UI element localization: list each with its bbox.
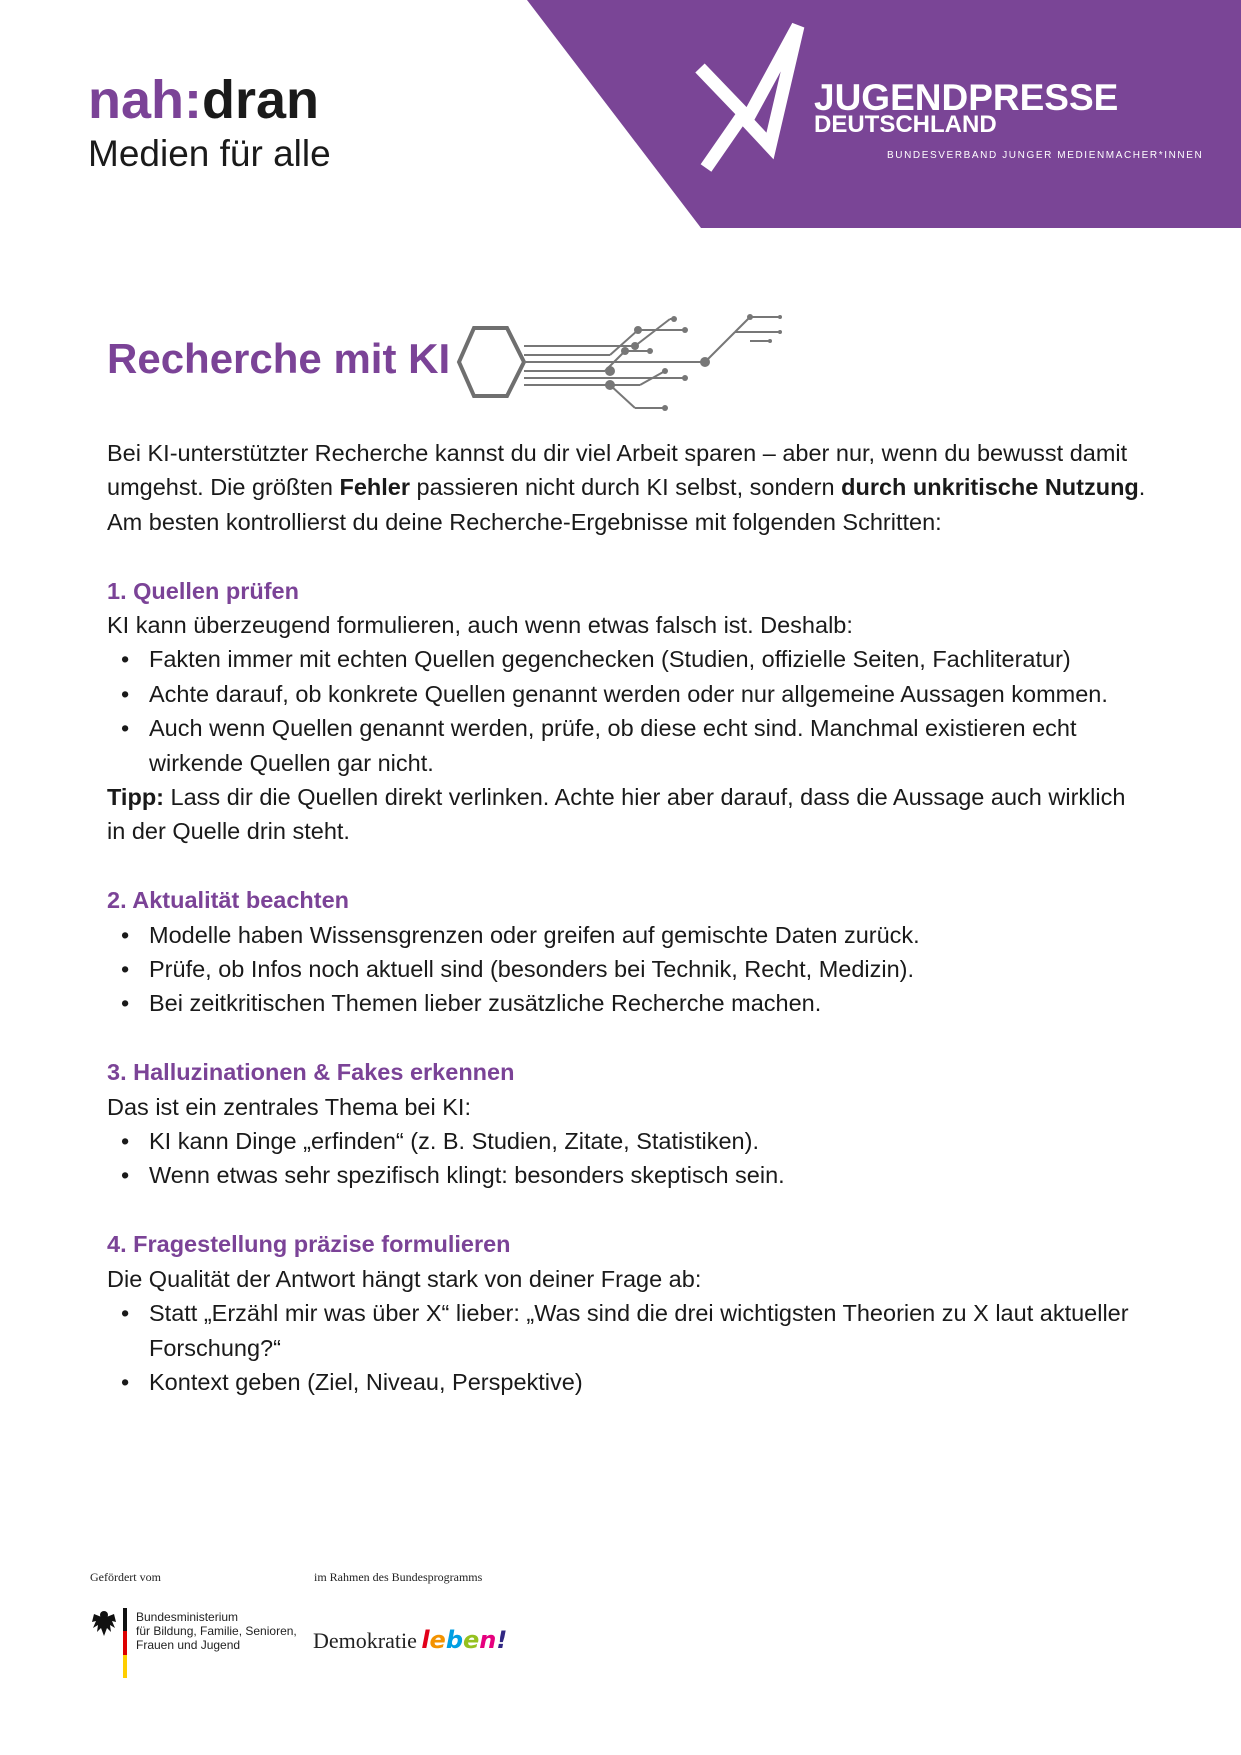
list-item: • Prüfe, ob Infos noch aktuell sind (besonders bei Technik, Recht, Medizin). <box>107 952 1147 986</box>
list-item: • Wenn etwas sehr spezifisch klingt: besonders skeptisch sein. <box>107 1158 1147 1192</box>
tip-text: Lass dir die Quellen direkt verlinken. Achte hier aber darauf, dass die Aussage auch wirklich in der Quelle drin steht. <box>107 784 1126 845</box>
tip-label: Tipp: <box>107 784 164 811</box>
page-title: Recherche mit KI <box>107 335 451 382</box>
partner-subtitle: DEUTSCHLAND <box>814 111 997 138</box>
brand-tagline: Medien für alle <box>88 133 331 174</box>
bullet-list <box>107 642 1147 780</box>
list-item: • KI kann Dinge „erfinden“ (z. B. Studien, Zitate, Statistiken). <box>107 1124 1147 1158</box>
jugendpresse-logo-icon <box>690 18 810 183</box>
section-heading: 4. Fragestellung präzise formulieren <box>107 1231 511 1258</box>
tip-paragraph <box>107 780 1147 849</box>
brand-colon: : <box>184 70 202 130</box>
list-item: • Bei zeitkritischen Themen lieber zusätzliche Recherche machen. <box>107 986 1147 1020</box>
partner-title: JUGENDPRESSE <box>814 77 1119 118</box>
brand-name-left: nah <box>88 70 185 130</box>
intro-text-3: . Am besten kontrollierst du deine Recherche-Ergebnisse mit folgenden Schritten: <box>107 474 1146 535</box>
spacer <box>107 1021 1147 1055</box>
list-item: • Kontext geben (Ziel, Niveau, Perspektive) <box>107 1365 1147 1399</box>
section-heading: 1. Quellen prüfen <box>107 577 299 604</box>
spacer <box>107 1193 1147 1227</box>
list-item: • Fakten immer mit echten Quellen gegenchecken (Studien, offizielle Seiten, Fachliteratur) <box>107 642 1147 676</box>
section-lead: Das ist ein zentrales Thema bei KI: <box>107 1093 471 1120</box>
leben-letter: b <box>445 1626 464 1654</box>
program-label: im Rahmen des Bundesprogramms <box>314 1570 483 1584</box>
german-flag-stripe <box>123 1608 127 1678</box>
header <box>0 0 1241 230</box>
demokratie-word: Demokratie <box>313 1628 417 1653</box>
intro-text-1: Bei KI-unterstützter Recherche kannst du dir viel Arbeit sparen – aber nur, wenn du bewusst damit umgehst. Die größten <box>107 440 1128 501</box>
brand-name-right: dran <box>202 70 320 130</box>
spacer <box>107 539 1147 573</box>
intro-bold-2: durch unkritische Nutzung <box>841 474 1139 501</box>
federal-eagle-icon <box>90 1608 118 1638</box>
circuit-hexagon-icon <box>450 305 790 415</box>
leben-letter: e <box>429 1626 446 1654</box>
section-heading: 3. Halluzinationen & Fakes erkennen <box>107 1059 515 1086</box>
leben-letter: e <box>463 1626 480 1654</box>
leben-letter: ! <box>496 1626 508 1654</box>
list-item: • Modelle haben Wissensgrenzen oder greifen auf gemischte Daten zurück. <box>107 918 1147 952</box>
list-item: • Auch wenn Quellen genannt werden, prüfe, ob diese echt sind. Manchmal existieren echt wirkende Quellen gar nicht. <box>107 711 1147 780</box>
intro-bold-1: Fehler <box>339 474 411 501</box>
leben-word <box>421 1626 507 1654</box>
brand-name <box>88 70 331 130</box>
section-heading: 2. Aktualität beachten <box>107 887 350 914</box>
section-lead: KI kann überzeugend formulieren, auch wenn etwas falsch ist. Deshalb: <box>107 612 853 639</box>
leben-letter: l <box>421 1626 430 1654</box>
ministry-line: Frauen und Jugend <box>136 1638 241 1652</box>
ministry-line: Bundesministerium <box>136 1610 239 1624</box>
bullet-list <box>107 1296 1147 1399</box>
bullet-list <box>107 918 1147 1021</box>
main-content <box>107 436 1147 1399</box>
list-item: • Achte darauf, ob konkrete Quellen genannt werden oder nur allgemeine Aussagen kommen. <box>107 677 1147 711</box>
demokratie-leben-logo <box>313 1626 507 1654</box>
intro-text-2: passieren nicht durch KI selbst, sondern <box>410 474 842 501</box>
intro-paragraph <box>107 436 1147 539</box>
footer <box>90 1570 590 1690</box>
partner-tagline: BUNDESVERBAND JUNGER MEDIENMACHER*INNEN <box>887 150 1204 161</box>
brand-logo <box>88 70 331 176</box>
list-item: • Statt „Erzähl mir was über X“ lieber: „Was sind die drei wichtigsten Theorien zu X laut aktueller Forschung?“ <box>107 1296 1147 1365</box>
ministry-name <box>136 1610 297 1652</box>
leben-letter: n <box>479 1626 497 1654</box>
funded-by-label: Gefördert vom <box>90 1570 161 1584</box>
section-lead: Die Qualität der Antwort hängt stark von deiner Frage ab: <box>107 1265 702 1292</box>
spacer <box>107 849 1147 883</box>
bullet-list <box>107 1124 1147 1193</box>
ministry-line: für Bildung, Familie, Senioren, <box>136 1624 297 1638</box>
